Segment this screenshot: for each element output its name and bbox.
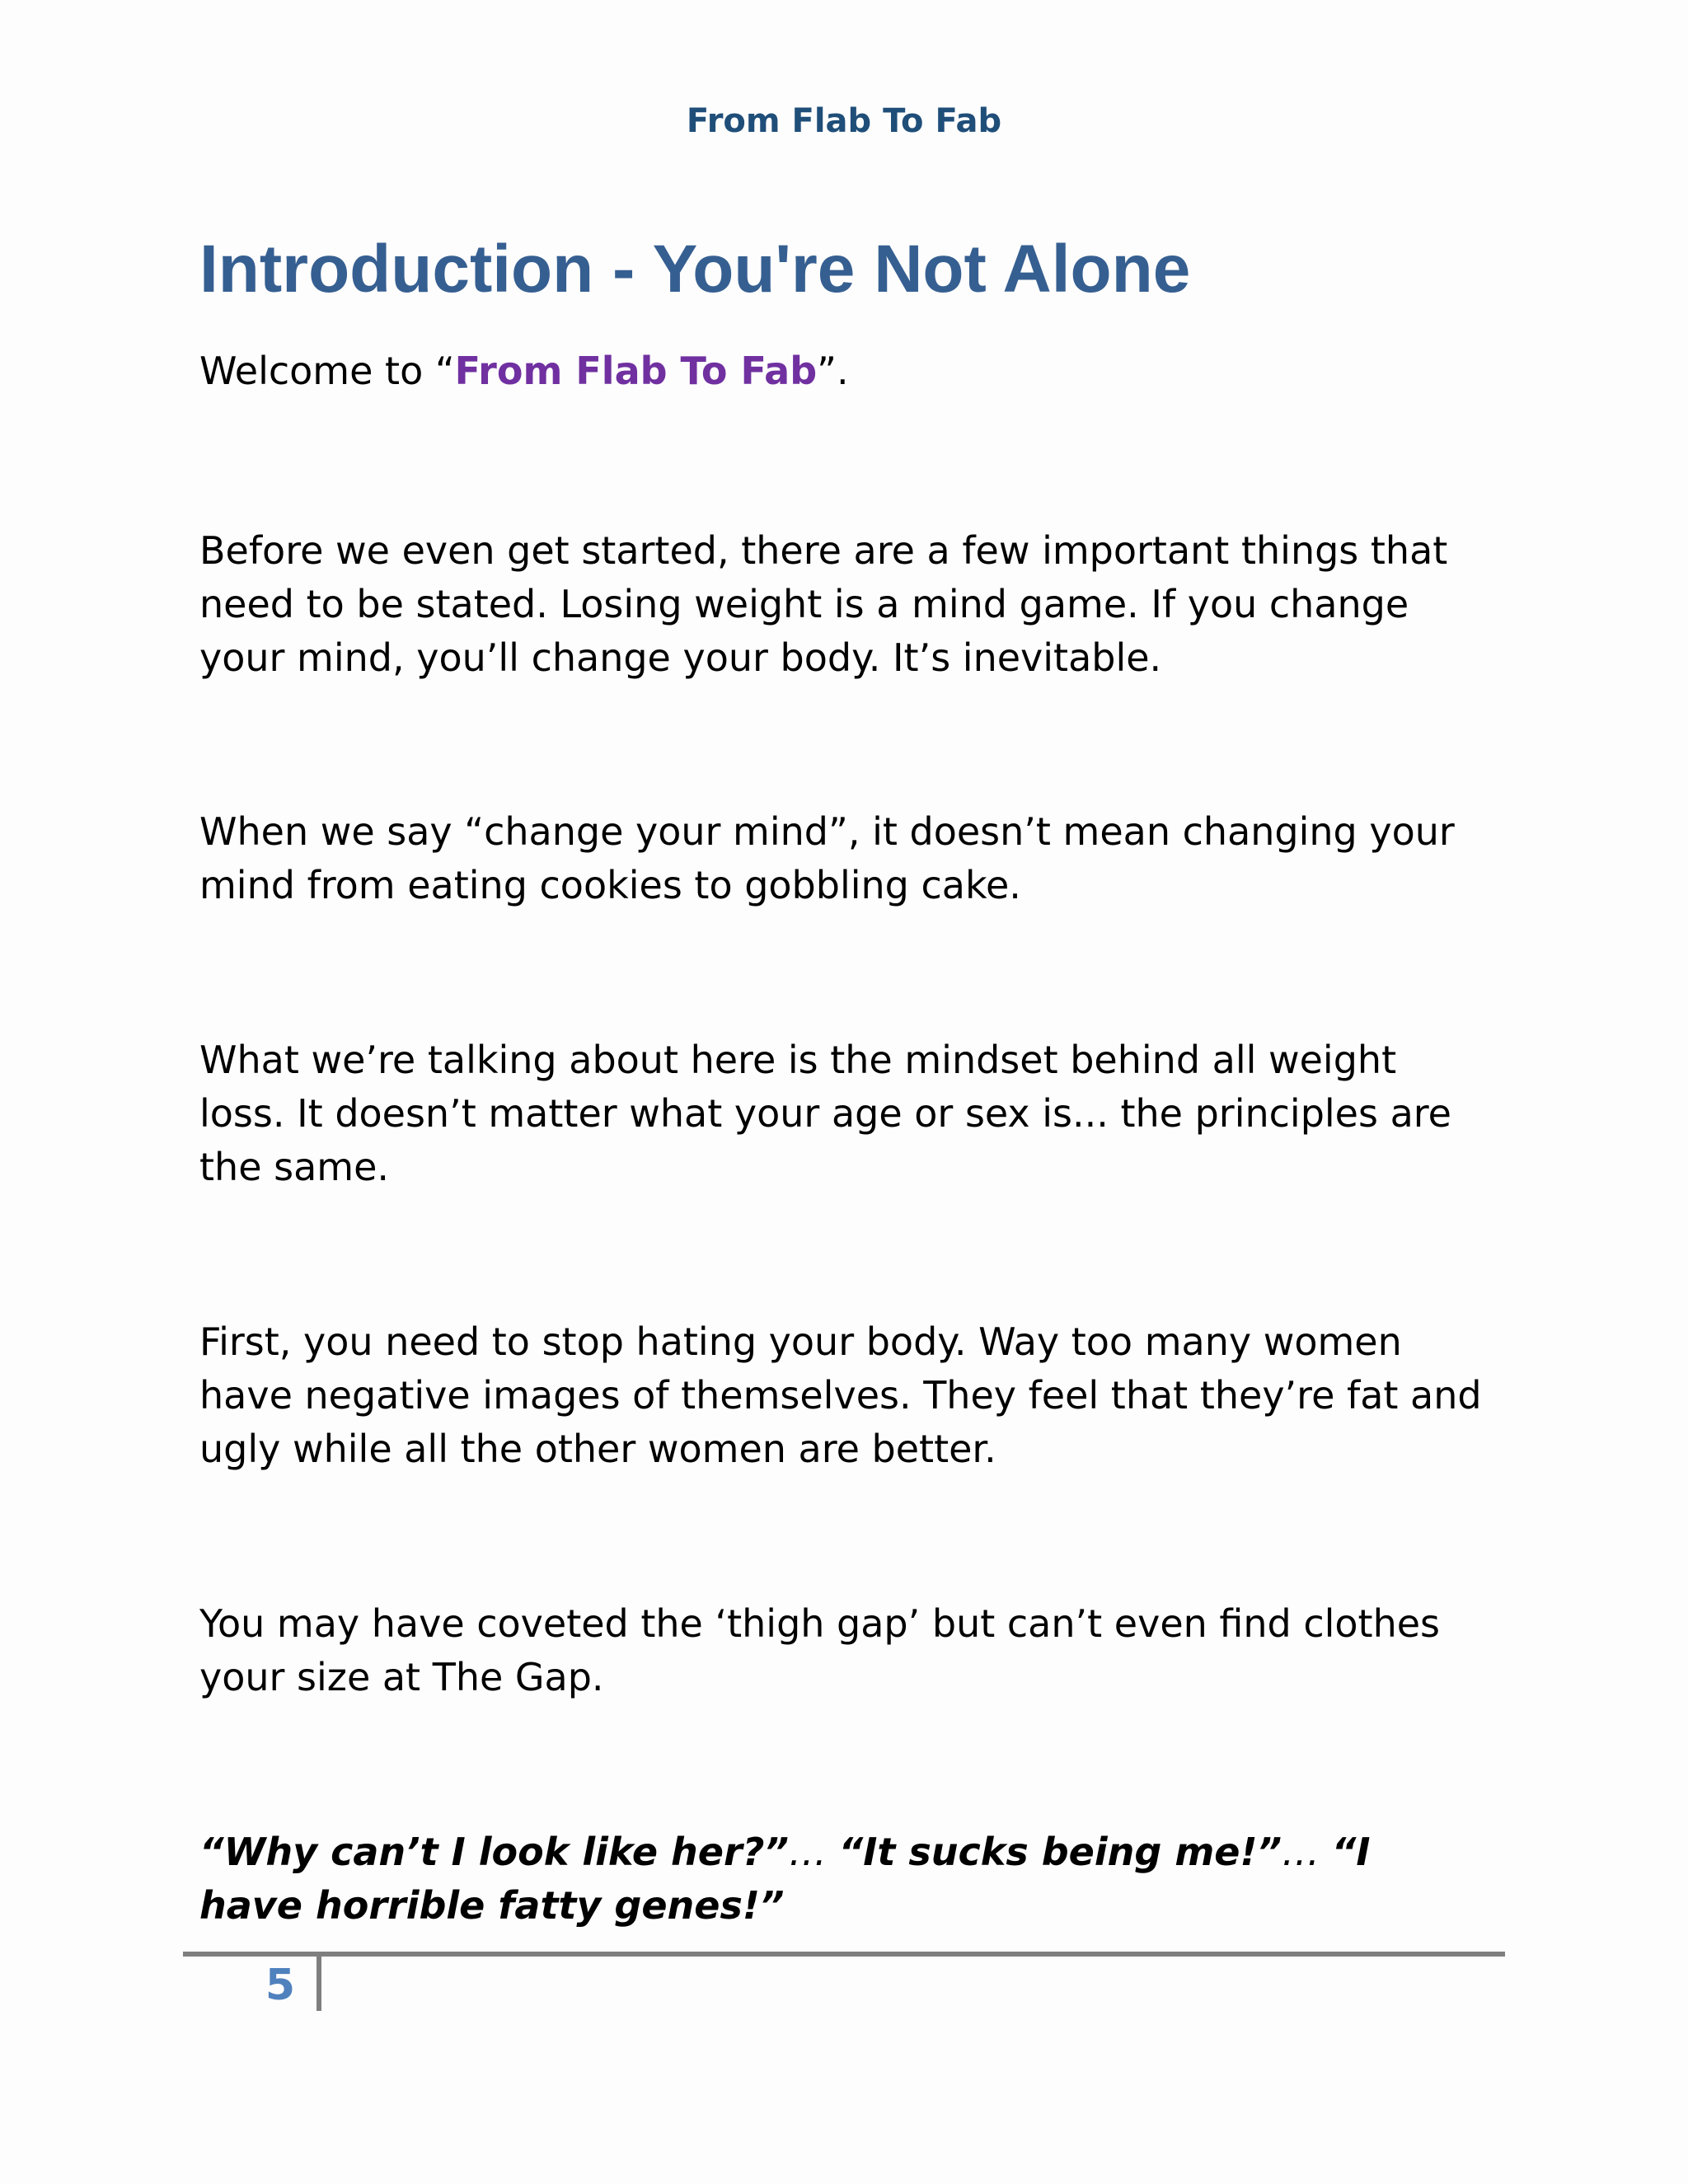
body-paragraph: First, you need to stop hating your body. Way too many women have negative images of themselves. They feel that they’re fat and ugly while all the other women are better.: [199, 1319, 1482, 1471]
welcome-prefix: Welcome to “: [199, 349, 455, 393]
welcome-paragraph: [199, 344, 1485, 398]
body-paragraph: When we say “change your mind”, it doesn’t mean changing your mind from eating cookies to gobbling cake.: [199, 809, 1455, 907]
footer-divider: [316, 1957, 321, 2011]
quote-part: “Why can’t I look like her?”: [199, 1830, 789, 1874]
book-name: From Flab To Fab: [454, 349, 818, 393]
body-paragraph: Before we even get started, there are a few important things that need to be stated. Losing weight is a mind game. If you change your mind, you’ll change your body. It’s inevitable.: [199, 528, 1448, 680]
quote-separator: …: [789, 1830, 839, 1874]
quote-separator: …: [1282, 1830, 1332, 1874]
body-paragraph: You may have coveted the ‘thigh gap’ but can’t even find clothes your size at The Gap.: [199, 1601, 1441, 1699]
page-number: 5: [265, 1961, 296, 2010]
welcome-suffix: ”.: [817, 349, 849, 393]
footer-rule: [183, 1952, 1505, 1957]
quote-paragraph: [199, 1825, 1485, 1933]
chapter-title: Introduction - You're Not Alone: [199, 232, 1191, 307]
running-header: From Flab To Fab: [686, 102, 1002, 140]
quote-part: “I have horrible fatty genes!”: [199, 1830, 1371, 1928]
quote-part: “It sucks being me!”: [838, 1830, 1282, 1874]
body-paragraph: What we’re talking about here is the mindset behind all weight loss. It doesn’t matter what your age or sex is... the principles are the same.: [199, 1038, 1451, 1189]
